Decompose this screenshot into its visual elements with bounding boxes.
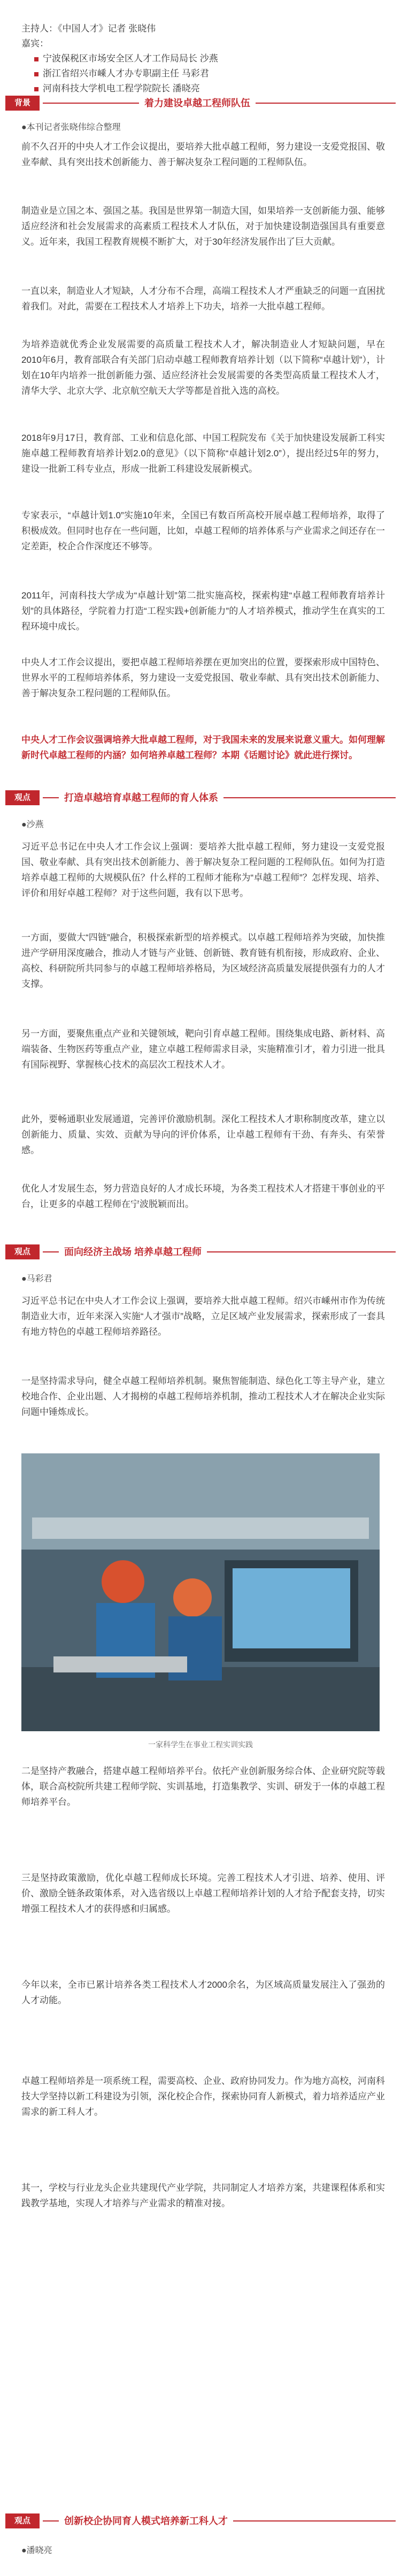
paragraph: 习近平总书记在中央人才工作会议上强调，要培养大批卓越工程师。绍兴市嵊州市作为传统制造业大市，近年来深入实施“人才强市”战略，立足区域产业发展需求，探索形成了一套具有地方特色的卓越工程师培养路径。 — [21, 1296, 385, 1337]
section-title: 创新校企协同育人模式培养新工科人才 — [59, 2512, 233, 2530]
paragraph: 前不久召开的中央人才工作会议提出，要培养大批卓越工程师，努力建设一支爱党报国、敬业奉献、具有突出技术创新能力、善于解决复杂工程问题的工程师队伍。 — [21, 142, 385, 167]
section-header — [0, 788, 401, 807]
paragraph: 2011年，河南科技大学成为“卓越计划”第二批实施高校，探索构建“卓越工程师教育培养计划”的具体路径，学院着力打造“工程实践+创新能力”的人才培养模式，推动学生在真实的工程环境中成长。 — [21, 590, 385, 632]
guest-item: 河南科技大学机电工程学院院长 潘晓亮 — [21, 81, 385, 96]
paragraph: 其一，学校与行业龙头企业共建现代产业学院，共同制定人才培养方案，共建课程体系和实践教学基地，实现人才培养与产业需求的精准对接。 — [21, 2183, 385, 2208]
section-header — [0, 2511, 401, 2531]
bullet-icon — [34, 87, 38, 91]
byline: ●本刊记者张晓伟综合整理 — [21, 123, 121, 132]
guest-item: 浙江省绍兴市嵊人才办专职副主任 马彩君 — [21, 66, 385, 81]
paragraph: 2018年9月17日，教育部、工业和信息化部、中国工程院发布《关于加快建设发展新工科实施卓越工程师教育培养计划2.0的意见》（以下简称“卓越计划2.0”），提出经过5年的努力，建设一批新工科专业点，形成一批新工科建设发展新模式。 — [21, 433, 385, 474]
highlight-paragraph: 中央人才工作会议强调培养大批卓越工程师，对于我国未来的发展来说意义重大。如何理解新时代卓越工程师的内涵？如何培养卓越工程师？本期《话题讨论》就此进行探讨。 — [21, 735, 385, 760]
section-tag: 观点 — [5, 790, 40, 805]
paragraph: 今年以来，全市已累计培养各类工程技术人才2000余名，为区域高质量发展注入了强劲的人才动能。 — [21, 1980, 385, 2005]
host-line: 主持人：《中国人才》记者 张晓伟 — [21, 24, 156, 34]
paragraph: 中央人才工作会议提出，要把卓越工程师培养摆在更加突出的位置，要探索形成中国特色、世界水平的工程师培养体系，努力建设一支爱党报国、敬业奉献、具有突出技术创新能力、善于解决复杂工程问题的工程师队伍。 — [21, 657, 385, 698]
paragraph: 此外，要畅通职业发展通道，完善评价激励机制。深化工程技术人才职称制度改革，建立以创新能力、质量、实效、贡献为导向的评价体系，让卓越工程师有干劲、有奔头、有荣誉感。 — [21, 1114, 385, 1155]
section-header — [0, 1242, 401, 1262]
paragraph: 一直以来，制造业人才短缺，人才分布不合理，高端工程技术人才严重缺乏的问题一直困扰着我们。对此，需要在工程技术人才培养上下功夫，培养一大批卓越工程师。 — [21, 286, 385, 312]
paragraph: 习近平总书记在中央人才工作会议上强调：要培养大批卓越工程师，努力建设一支爱党报国、敬业奉献、具有突出技术创新能力、善于解决复杂工程问题的工程师队伍。如何为打造培养卓越工程师的大规模队伍？什么样的工程师才能称为“卓越工程师”？怎样发现、培养、评价和用好卓越工程师？对于这些问题，我有以下思考。 — [21, 842, 385, 898]
section-tag: 观点 — [5, 1244, 40, 1259]
byline: ●马彩君 — [21, 1274, 52, 1283]
paragraph: 为培养造就优秀企业发展需要的高质量工程技术人才，解决制造业人才短缺问题，早在2010年6月，教育部联合有关部门启动卓越工程师教育培养计划（以下简称“卓越计划”），计划在10年内培养一批创新能力强、适应经济社会发展需要的各类型高质量工程技术人才，清华大学、北京大学、北京航空航天大学等都是首批入选的高校。 — [21, 339, 385, 396]
section-tag: 背景 — [5, 96, 40, 111]
article-meta — [21, 21, 385, 96]
paragraph: 二是坚持产教融合，搭建卓越工程师培养平台。依托产业创新服务综合体、企业研究院等载体，联合高校院所共建工程师学院、实训基地，打造集教学、实训、研发于一体的卓越工程师培养平台。 — [21, 1766, 385, 1807]
paragraph: 一是坚持需求导向，健全卓越工程师培养机制。聚焦智能制造、绿色化工等主导产业，建立校地合作、企业出题、人才揭榜的卓越工程师培养机制，推动工程技术人才在解决企业实际问题中锤炼成长。 — [21, 1376, 385, 1417]
factory-photo — [21, 1453, 380, 1731]
section-header — [0, 94, 401, 113]
paragraph: 制造业是立国之本、强国之基。我国是世界第一制造大国，如果培养一支创新能力强、能够适应经济和社会发展需求的高素质工程技术人才队伍，对于加快建设制造强国具有重要意义。近年来，我国工程教育规模不断扩大，对于30年经济发展作出了巨大贡献。 — [21, 206, 385, 247]
guests-label: 嘉宾： — [21, 38, 49, 49]
guest-item: 宁波保税区市场安全区人才工作局局长 沙燕 — [21, 51, 385, 66]
section-tag: 观点 — [5, 2513, 40, 2528]
paragraph: 另一方面，要聚焦重点产业和关键领域，靶向引育卓越工程师。围绕集成电路、新材料、高端装备、生物医药等重点产业，建立卓越工程师需求目录，实施精准引才，着力引进一批具有国际视野、掌握核心技术的高层次工程技术人才。 — [21, 1029, 385, 1070]
paragraph: 优化人才发展生态，努力营造良好的人才成长环境，为各类工程技术人才搭建干事创业的平台，让更多的卓越工程师在宁波脱颖而出。 — [21, 1184, 385, 1209]
section-title: 面向经济主战场 培养卓越工程师 — [59, 1243, 207, 1260]
bullet-icon — [34, 72, 38, 76]
paragraph: 专家表示，“卓越计划1.0”实施10年来，全国已有数百所高校开展卓越工程师培养，取得了积极成效。但同时也存在一些问题，比如，卓越工程师的培养体系与产业需求之间还存在一定差距，校企合作深度还不够等。 — [21, 510, 385, 551]
paragraph: 卓越工程师培养是一项系统工程，需要高校、企业、政府协同发力。作为地方高校，河南科技大学坚持以新工科建设为引领，深化校企合作，探索协同育人新模式，着力培养适应产业需求的新工科人才。 — [21, 2076, 385, 2117]
photo-caption: 一家科学生在事业工程实训实践 — [148, 1740, 253, 1749]
photo-illustration — [21, 1453, 380, 1731]
byline: ●潘晓亮 — [21, 2546, 52, 2555]
section-title: 着力建设卓越工程师队伍 — [139, 95, 256, 112]
section-title: 打造卓越培育卓越工程师的育人体系 — [59, 789, 223, 806]
paragraph: 一方面，要做大“四链”融合，积极探索新型的培养模式。以卓越工程师培养为突破，加快推进产学研用深度融合，推动人才链与产业链、创新链、教育链有机衔接，形成政府、企业、高校、科研院所共同参与的卓越工程师培养格局，为区域经济高质量发展提供强有力的人才支撑。 — [21, 932, 385, 989]
bullet-icon — [34, 57, 38, 61]
paragraph: 三是坚持政策激励，优化卓越工程师成长环境。完善工程技术人才引进、培养、使用、评价、激励全链条政策体系，对入选省级以上卓越工程师培养计划的人才给予配套支持，切实增强工程技术人才的获得感和归属感。 — [21, 1873, 385, 1914]
byline: ●沙燕 — [21, 820, 44, 829]
